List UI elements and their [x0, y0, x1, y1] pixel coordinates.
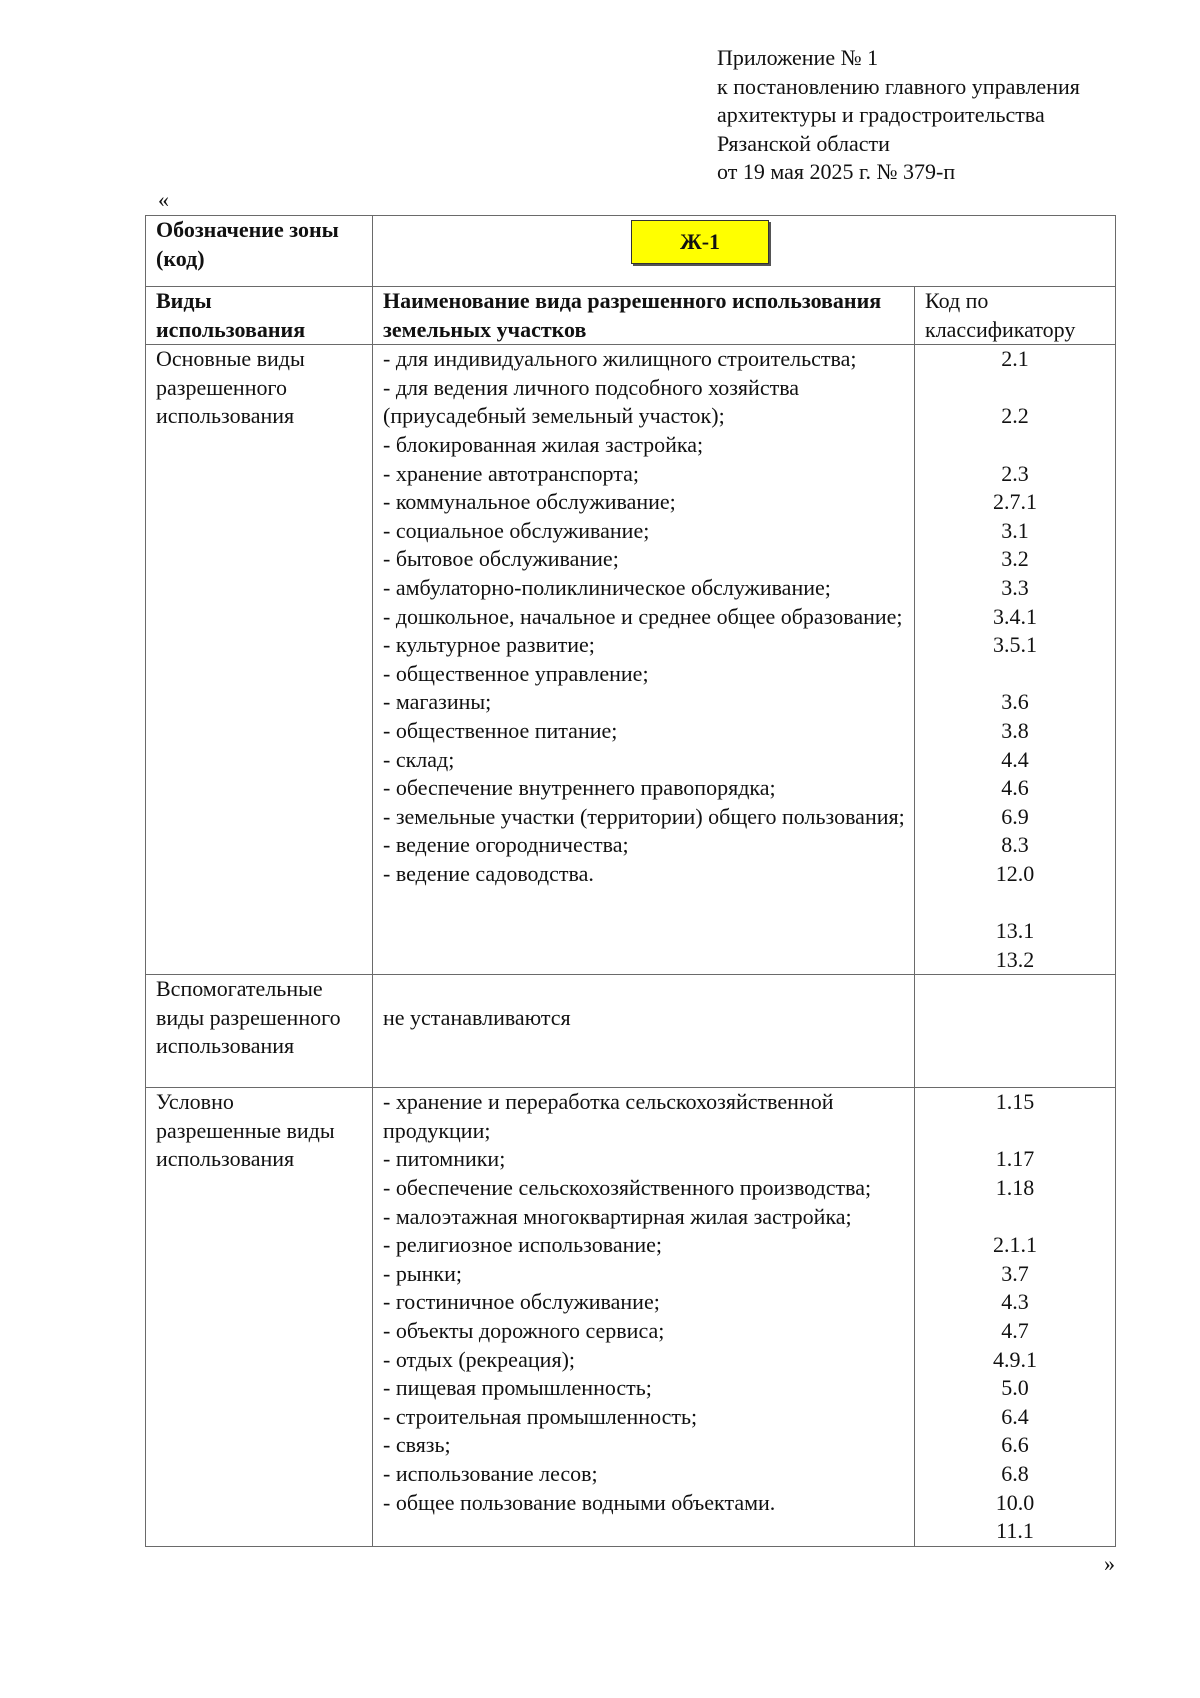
- list-item-code: 10.0: [995, 1489, 1035, 1515]
- list-item-name: - строительная промышленность;: [383, 1403, 698, 1429]
- list-item-code: 4.7: [1001, 1318, 1029, 1343]
- list-item-code: 8.3: [1001, 832, 1029, 858]
- list-item-name: - хранение автотранспорта;: [383, 460, 640, 486]
- document-header: [717, 44, 1080, 187]
- section-aux-title: Вспомогательные виды разрешенного использования: [146, 975, 373, 1088]
- list-item-name: - гостиничное обслуживание;: [383, 1289, 660, 1315]
- list-item-code: 3.2: [1001, 546, 1029, 572]
- list-item-code: 2.1: [1001, 346, 1029, 372]
- section-conditional-codes: [915, 1088, 1116, 1547]
- header-line-date: от 19 мая 2025 г. № 379-п: [717, 159, 956, 184]
- list-item-code: 4.4: [1001, 746, 1029, 772]
- list-item-code: 4.6: [1001, 775, 1029, 801]
- list-item-code: 4.3: [1001, 1289, 1029, 1315]
- list-item-code: 2.3: [1001, 460, 1029, 486]
- list-item-name: - культурное развитие;: [383, 632, 595, 658]
- opening-quote: «: [158, 187, 169, 212]
- section-aux-row: [146, 975, 1116, 1088]
- list-item-code: 3.3: [1001, 574, 1029, 600]
- list-item-name: - ведение огородничества;: [383, 832, 629, 858]
- list-item-name: - пищевая промышленность;: [383, 1375, 652, 1401]
- list-item-code: 2.7.1: [993, 489, 1037, 515]
- list-item-name: - общественное управление;: [383, 660, 649, 686]
- list-item-name: - малоэтажная многоквартирная жилая застройка;: [383, 1203, 852, 1229]
- list-item-name: - религиозное использование;: [383, 1232, 663, 1258]
- list-item-code: 1.18: [995, 1175, 1035, 1201]
- closing-quote: »: [1104, 1551, 1115, 1576]
- zone-row: [146, 216, 1116, 287]
- list-item-name: - склад;: [383, 746, 455, 772]
- list-item-name: - блокированная жилая застройка;: [383, 431, 704, 457]
- list-item-code: 13.2: [995, 946, 1035, 972]
- section-main-title: Основные виды разрешенного использования: [146, 345, 373, 975]
- list-item-name: - обеспечение внутреннего правопорядка;: [383, 775, 776, 801]
- list-item-name: - дошкольное, начальное и среднее общее образование;: [383, 603, 903, 629]
- section-main-row: [146, 345, 1116, 975]
- section-conditional-title: Условно разрешенные виды использования: [146, 1088, 373, 1547]
- zone-label: Обозначение зоны (код): [146, 216, 373, 287]
- list-item-name: - земельные участки (территории) общего пользования;: [383, 803, 905, 829]
- zone-table: [145, 215, 1116, 1547]
- list-item-code: 11.1: [996, 1518, 1034, 1544]
- list-item-name: - использование лесов;: [383, 1460, 598, 1486]
- list-item-code: 6.9: [1001, 803, 1029, 829]
- list-item-name: - для индивидуального жилищного строительства;: [383, 346, 857, 372]
- list-item-code: 2.1.1: [993, 1232, 1037, 1258]
- list-item-code: 1.17: [995, 1146, 1035, 1172]
- header-line-region: Рязанской области: [717, 130, 890, 156]
- list-item-code: 2.2: [1001, 403, 1029, 429]
- section-main-names: [373, 345, 915, 975]
- column-header-row: [146, 287, 1116, 345]
- section-aux-text: не устанавливаются: [383, 1004, 571, 1030]
- list-item-name: - связь;: [383, 1432, 451, 1458]
- header-line-appendix: Приложение № 1: [717, 45, 879, 70]
- list-item-name: - рынки;: [383, 1260, 462, 1286]
- list-item-name: - бытовое обслуживание;: [383, 546, 619, 572]
- list-item-code: 4.9.1: [993, 1346, 1037, 1372]
- section-aux-codes: [915, 975, 1116, 1088]
- section-main-codes: [915, 345, 1116, 975]
- col-header-name: Наименование вида разрешенного использования земельных участков: [373, 287, 915, 345]
- list-item-name: - обеспечение сельскохозяйственного производства;: [383, 1175, 872, 1201]
- list-item-name: - социальное обслуживание;: [383, 517, 650, 543]
- list-item-code: 6.8: [1001, 1460, 1029, 1486]
- list-item-code: 3.6: [1001, 689, 1029, 715]
- list-item-code: 6.4: [1001, 1403, 1029, 1429]
- list-item-code: 6.6: [1001, 1432, 1029, 1458]
- list-item-code: 3.8: [1001, 717, 1029, 743]
- list-item-code: 1.15: [995, 1089, 1035, 1115]
- list-item-name: - объекты дорожного сервиса;: [383, 1318, 665, 1343]
- list-item-name: - общественное питание;: [383, 717, 618, 743]
- list-item-name: - коммунальное обслуживание;: [383, 489, 676, 515]
- list-item-code: 12.0: [995, 860, 1035, 886]
- zone-code-badge: Ж-1: [631, 220, 769, 264]
- list-item-code: 13.1: [995, 918, 1035, 944]
- list-item-name: - отдых (рекреация);: [383, 1346, 576, 1372]
- list-item-code: 3.7: [1001, 1260, 1029, 1286]
- list-item-code: 3.1: [1001, 517, 1029, 543]
- section-conditional-row: [146, 1088, 1116, 1547]
- col-header-kinds: Виды использования: [146, 287, 373, 345]
- list-item-name: - ведение садоводства.: [383, 860, 594, 886]
- list-item-name: - амбулаторно-поликлиническое обслуживание;: [383, 574, 831, 600]
- list-item-name: - магазины;: [383, 689, 492, 715]
- list-item-name: - для ведения личного подсобного хозяйства (приусадебный земельный участок);: [383, 374, 800, 429]
- list-item-code: 3.5.1: [993, 632, 1037, 658]
- col-header-code: Код по классификатору: [915, 287, 1116, 345]
- section-conditional-names: [373, 1088, 915, 1547]
- section-aux-names: [373, 975, 915, 1088]
- header-line-resolution: к постановлению главного управления: [717, 73, 1080, 99]
- header-line-department: архитектуры и градостроительства: [717, 102, 1045, 127]
- list-item-name: - общее пользование водными объектами.: [383, 1489, 776, 1515]
- list-item-code: 5.0: [1001, 1375, 1029, 1401]
- zone-code-cell: [373, 216, 1116, 287]
- list-item-name: - хранение и переработка сельскохозяйственной продукции;: [383, 1089, 834, 1143]
- list-item-code: 3.4.1: [993, 603, 1037, 629]
- list-item-name: - питомники;: [383, 1146, 506, 1172]
